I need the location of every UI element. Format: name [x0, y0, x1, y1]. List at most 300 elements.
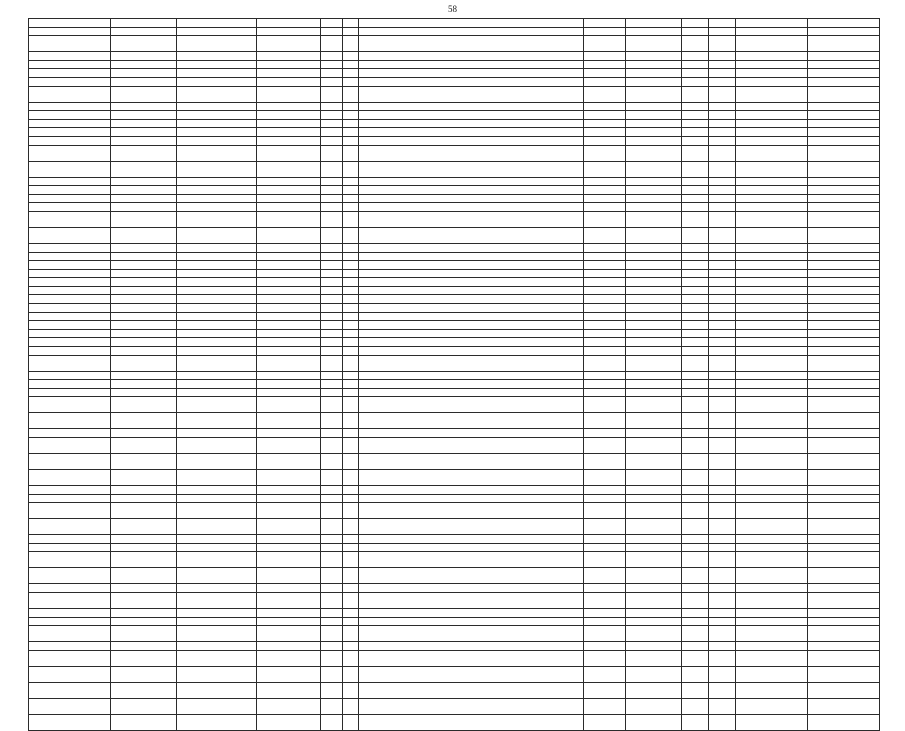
- cell-cost-total: [808, 286, 880, 295]
- cell-year-from: [682, 186, 709, 195]
- cell-locality: [111, 338, 177, 347]
- cell-house: [321, 128, 343, 137]
- cell-district: [29, 227, 111, 243]
- cell-locality: [111, 592, 177, 608]
- cell-cost-est: [736, 388, 808, 397]
- cell-cost-total: [808, 714, 880, 730]
- cell-year-from: [682, 380, 709, 389]
- cell-unit: [584, 269, 626, 278]
- cell-street: [257, 682, 321, 698]
- cell-unit: [584, 86, 626, 102]
- cell-district: [29, 371, 111, 380]
- table-row: [29, 608, 880, 617]
- cell-cost-est: [736, 295, 808, 304]
- cell-cost-total: [808, 617, 880, 626]
- cell-settlement: [177, 608, 257, 617]
- cell-cost-est: [736, 380, 808, 389]
- cell-cost-est: [736, 543, 808, 552]
- cell-work: [359, 380, 584, 389]
- cell-street: [257, 286, 321, 295]
- cell-year-from: [682, 119, 709, 128]
- cell-house: [321, 321, 343, 330]
- cell-cost-total: [808, 650, 880, 666]
- cell-house: [321, 52, 343, 61]
- cell-year: [343, 347, 359, 356]
- cell-cost-total: [808, 136, 880, 145]
- cell-unit: [584, 355, 626, 371]
- cell-volume: [626, 194, 682, 203]
- cell-district: [29, 186, 111, 195]
- cell-cost-est: [736, 438, 808, 454]
- cell-cost-est: [736, 617, 808, 626]
- cell-street: [257, 329, 321, 338]
- cell-work: [359, 438, 584, 454]
- cell-cost-est: [736, 470, 808, 486]
- cell-district: [29, 388, 111, 397]
- cell-year-to: [709, 286, 736, 295]
- cell-year: [343, 36, 359, 52]
- cell-cost-est: [736, 347, 808, 356]
- cell-locality: [111, 584, 177, 593]
- cell-unit: [584, 136, 626, 145]
- cell-house: [321, 543, 343, 552]
- cell-cost-est: [736, 161, 808, 177]
- cell-cost-total: [808, 568, 880, 584]
- cell-street: [257, 666, 321, 682]
- cell-year-to: [709, 329, 736, 338]
- cell-street: [257, 211, 321, 227]
- cell-work: [359, 321, 584, 330]
- cell-district: [29, 626, 111, 642]
- cell-locality: [111, 535, 177, 544]
- table-row: [29, 119, 880, 128]
- table-row: [29, 543, 880, 552]
- cell-cost-total: [808, 86, 880, 102]
- cell-street: [257, 519, 321, 535]
- cell-year: [343, 543, 359, 552]
- cell-district: [29, 252, 111, 261]
- cell-year-to: [709, 568, 736, 584]
- cell-cost-est: [736, 312, 808, 321]
- cell-district: [29, 682, 111, 698]
- cell-cost-est: [736, 128, 808, 137]
- cell-volume: [626, 650, 682, 666]
- cell-house: [321, 77, 343, 86]
- cell-year: [343, 698, 359, 714]
- cell-district: [29, 592, 111, 608]
- cell-locality: [111, 329, 177, 338]
- cell-unit: [584, 371, 626, 380]
- cell-cost-est: [736, 413, 808, 429]
- cell-settlement: [177, 136, 257, 145]
- cell-unit: [584, 347, 626, 356]
- cell-work: [359, 278, 584, 287]
- cell-unit: [584, 666, 626, 682]
- cell-locality: [111, 543, 177, 552]
- cell-work: [359, 69, 584, 78]
- cell-cost-est: [736, 203, 808, 212]
- table-row: [29, 145, 880, 161]
- cell-street: [257, 194, 321, 203]
- cell-cost-est: [736, 626, 808, 642]
- cell-house: [321, 535, 343, 544]
- cell-unit: [584, 714, 626, 730]
- cell-locality: [111, 128, 177, 137]
- table-row: [29, 36, 880, 52]
- cell-work: [359, 338, 584, 347]
- cell-district: [29, 503, 111, 519]
- table-row: [29, 486, 880, 495]
- cell-volume: [626, 626, 682, 642]
- cell-year-to: [709, 413, 736, 429]
- cell-cost-total: [808, 413, 880, 429]
- cell-house: [321, 203, 343, 212]
- table-row: [29, 388, 880, 397]
- cell-street: [257, 111, 321, 120]
- cell-year: [343, 438, 359, 454]
- cell-year-from: [682, 295, 709, 304]
- cell-year-to: [709, 371, 736, 380]
- cell-house: [321, 177, 343, 186]
- cell-unit: [584, 227, 626, 243]
- cell-work: [359, 252, 584, 261]
- cell-locality: [111, 286, 177, 295]
- cell-locality: [111, 77, 177, 86]
- cell-house: [321, 347, 343, 356]
- cell-house: [321, 329, 343, 338]
- cell-cost-est: [736, 227, 808, 243]
- cell-volume: [626, 69, 682, 78]
- cell-volume: [626, 355, 682, 371]
- cell-district: [29, 397, 111, 413]
- cell-year-from: [682, 69, 709, 78]
- table-row: [29, 626, 880, 642]
- cell-volume: [626, 617, 682, 626]
- cell-year-from: [682, 470, 709, 486]
- cell-cost-total: [808, 486, 880, 495]
- cell-locality: [111, 321, 177, 330]
- cell-cost-est: [736, 177, 808, 186]
- cell-street: [257, 52, 321, 61]
- cell-year-to: [709, 86, 736, 102]
- cell-year: [343, 584, 359, 593]
- cell-house: [321, 682, 343, 698]
- cell-work: [359, 626, 584, 642]
- cell-year-to: [709, 470, 736, 486]
- cell-cost-est: [736, 261, 808, 270]
- cell-district: [29, 177, 111, 186]
- cell-district: [29, 128, 111, 137]
- cell-street: [257, 295, 321, 304]
- cell-work: [359, 494, 584, 503]
- cell-district: [29, 203, 111, 212]
- cell-year: [343, 102, 359, 111]
- table-row: [29, 494, 880, 503]
- cell-street: [257, 338, 321, 347]
- cell-cost-total: [808, 626, 880, 642]
- cell-house: [321, 454, 343, 470]
- cell-locality: [111, 36, 177, 52]
- cell-work: [359, 714, 584, 730]
- cell-cost-total: [808, 438, 880, 454]
- cell-unit: [584, 295, 626, 304]
- cell-year-to: [709, 698, 736, 714]
- cell-district: [29, 19, 111, 28]
- cell-locality: [111, 682, 177, 698]
- cell-district: [29, 486, 111, 495]
- cell-locality: [111, 269, 177, 278]
- cell-cost-total: [808, 347, 880, 356]
- cell-year-to: [709, 278, 736, 287]
- cell-year-to: [709, 203, 736, 212]
- cell-volume: [626, 608, 682, 617]
- cell-cost-total: [808, 321, 880, 330]
- cell-year: [343, 111, 359, 120]
- cell-cost-total: [808, 519, 880, 535]
- cell-street: [257, 698, 321, 714]
- cell-street: [257, 503, 321, 519]
- cell-cost-est: [736, 211, 808, 227]
- cell-locality: [111, 568, 177, 584]
- cell-work: [359, 295, 584, 304]
- cell-unit: [584, 52, 626, 61]
- cell-work: [359, 27, 584, 36]
- cell-street: [257, 347, 321, 356]
- cell-year-from: [682, 592, 709, 608]
- cell-settlement: [177, 295, 257, 304]
- cell-work: [359, 186, 584, 195]
- cell-year: [343, 413, 359, 429]
- cell-cost-est: [736, 27, 808, 36]
- cell-settlement: [177, 592, 257, 608]
- cell-street: [257, 203, 321, 212]
- cell-house: [321, 438, 343, 454]
- cell-volume: [626, 552, 682, 568]
- cell-district: [29, 714, 111, 730]
- cell-year-from: [682, 102, 709, 111]
- cell-locality: [111, 413, 177, 429]
- cell-year-from: [682, 60, 709, 69]
- cell-year: [343, 503, 359, 519]
- cell-settlement: [177, 682, 257, 698]
- cell-house: [321, 19, 343, 28]
- cell-district: [29, 295, 111, 304]
- cell-district: [29, 161, 111, 177]
- cell-volume: [626, 36, 682, 52]
- cell-year-from: [682, 503, 709, 519]
- cell-year-from: [682, 371, 709, 380]
- cell-settlement: [177, 278, 257, 287]
- cell-year-to: [709, 626, 736, 642]
- table-row: [29, 269, 880, 278]
- cell-street: [257, 128, 321, 137]
- cell-year-to: [709, 552, 736, 568]
- cell-year-from: [682, 227, 709, 243]
- cell-work: [359, 243, 584, 252]
- cell-settlement: [177, 355, 257, 371]
- cell-year-to: [709, 642, 736, 651]
- cell-cost-est: [736, 642, 808, 651]
- cell-volume: [626, 438, 682, 454]
- cell-year: [343, 252, 359, 261]
- table-row: [29, 568, 880, 584]
- cell-volume: [626, 177, 682, 186]
- cell-house: [321, 486, 343, 495]
- cell-settlement: [177, 666, 257, 682]
- cell-unit: [584, 543, 626, 552]
- cell-locality: [111, 503, 177, 519]
- cell-locality: [111, 312, 177, 321]
- cell-district: [29, 413, 111, 429]
- cell-cost-est: [736, 666, 808, 682]
- cell-locality: [111, 486, 177, 495]
- cell-year-to: [709, 60, 736, 69]
- cell-work: [359, 503, 584, 519]
- cell-year-from: [682, 52, 709, 61]
- cell-year-to: [709, 666, 736, 682]
- table-row: [29, 355, 880, 371]
- cell-cost-est: [736, 714, 808, 730]
- cell-house: [321, 286, 343, 295]
- cell-work: [359, 111, 584, 120]
- cell-year-from: [682, 714, 709, 730]
- cell-year: [343, 77, 359, 86]
- cell-year-to: [709, 519, 736, 535]
- table-row: [29, 278, 880, 287]
- cell-house: [321, 261, 343, 270]
- cell-street: [257, 86, 321, 102]
- cell-unit: [584, 36, 626, 52]
- cell-year: [343, 454, 359, 470]
- cell-house: [321, 592, 343, 608]
- cell-year-to: [709, 252, 736, 261]
- cell-volume: [626, 60, 682, 69]
- cell-year-to: [709, 111, 736, 120]
- cell-volume: [626, 568, 682, 584]
- cell-house: [321, 388, 343, 397]
- table-row: [29, 438, 880, 454]
- cell-locality: [111, 666, 177, 682]
- cell-cost-total: [808, 355, 880, 371]
- cell-settlement: [177, 338, 257, 347]
- cell-volume: [626, 397, 682, 413]
- cell-house: [321, 608, 343, 617]
- cell-house: [321, 642, 343, 651]
- cell-cost-est: [736, 494, 808, 503]
- cell-cost-total: [808, 119, 880, 128]
- cell-year-from: [682, 552, 709, 568]
- cell-locality: [111, 177, 177, 186]
- cell-settlement: [177, 52, 257, 61]
- cell-house: [321, 552, 343, 568]
- cell-unit: [584, 19, 626, 28]
- cell-volume: [626, 102, 682, 111]
- cell-cost-total: [808, 203, 880, 212]
- cell-unit: [584, 312, 626, 321]
- cell-work: [359, 698, 584, 714]
- cell-year: [343, 494, 359, 503]
- cell-volume: [626, 136, 682, 145]
- cell-volume: [626, 371, 682, 380]
- cell-volume: [626, 111, 682, 120]
- cell-district: [29, 642, 111, 651]
- cell-work: [359, 119, 584, 128]
- cell-year-from: [682, 535, 709, 544]
- cell-district: [29, 243, 111, 252]
- cell-locality: [111, 194, 177, 203]
- cell-district: [29, 543, 111, 552]
- cell-cost-total: [808, 269, 880, 278]
- cell-year-from: [682, 161, 709, 177]
- cell-house: [321, 102, 343, 111]
- cell-house: [321, 714, 343, 730]
- cell-year: [343, 552, 359, 568]
- cell-year: [343, 666, 359, 682]
- cell-locality: [111, 203, 177, 212]
- cell-settlement: [177, 111, 257, 120]
- cell-cost-total: [808, 194, 880, 203]
- cell-cost-total: [808, 227, 880, 243]
- cell-settlement: [177, 642, 257, 651]
- cell-settlement: [177, 177, 257, 186]
- cell-year-from: [682, 438, 709, 454]
- table-row: [29, 397, 880, 413]
- cell-district: [29, 338, 111, 347]
- table-row: [29, 429, 880, 438]
- cell-settlement: [177, 312, 257, 321]
- cell-street: [257, 371, 321, 380]
- cell-volume: [626, 227, 682, 243]
- cell-year: [343, 69, 359, 78]
- cell-district: [29, 535, 111, 544]
- table-row: [29, 584, 880, 593]
- cell-volume: [626, 27, 682, 36]
- cell-cost-est: [736, 568, 808, 584]
- cell-volume: [626, 535, 682, 544]
- cell-locality: [111, 642, 177, 651]
- cell-year-to: [709, 194, 736, 203]
- cell-district: [29, 698, 111, 714]
- cell-settlement: [177, 203, 257, 212]
- cell-district: [29, 86, 111, 102]
- cell-unit: [584, 454, 626, 470]
- cell-district: [29, 650, 111, 666]
- table-row: [29, 666, 880, 682]
- cell-year-to: [709, 52, 736, 61]
- cell-district: [29, 438, 111, 454]
- cell-house: [321, 278, 343, 287]
- cell-locality: [111, 119, 177, 128]
- cell-house: [321, 69, 343, 78]
- table-row: [29, 252, 880, 261]
- cell-district: [29, 552, 111, 568]
- cell-settlement: [177, 145, 257, 161]
- cell-settlement: [177, 388, 257, 397]
- table-row: [29, 592, 880, 608]
- table-row: [29, 27, 880, 36]
- cell-unit: [584, 321, 626, 330]
- cell-district: [29, 519, 111, 535]
- cell-district: [29, 278, 111, 287]
- cell-unit: [584, 286, 626, 295]
- cell-year-from: [682, 584, 709, 593]
- cell-settlement: [177, 60, 257, 69]
- cell-cost-total: [808, 682, 880, 698]
- table-row: [29, 454, 880, 470]
- cell-settlement: [177, 69, 257, 78]
- cell-locality: [111, 617, 177, 626]
- cell-locality: [111, 650, 177, 666]
